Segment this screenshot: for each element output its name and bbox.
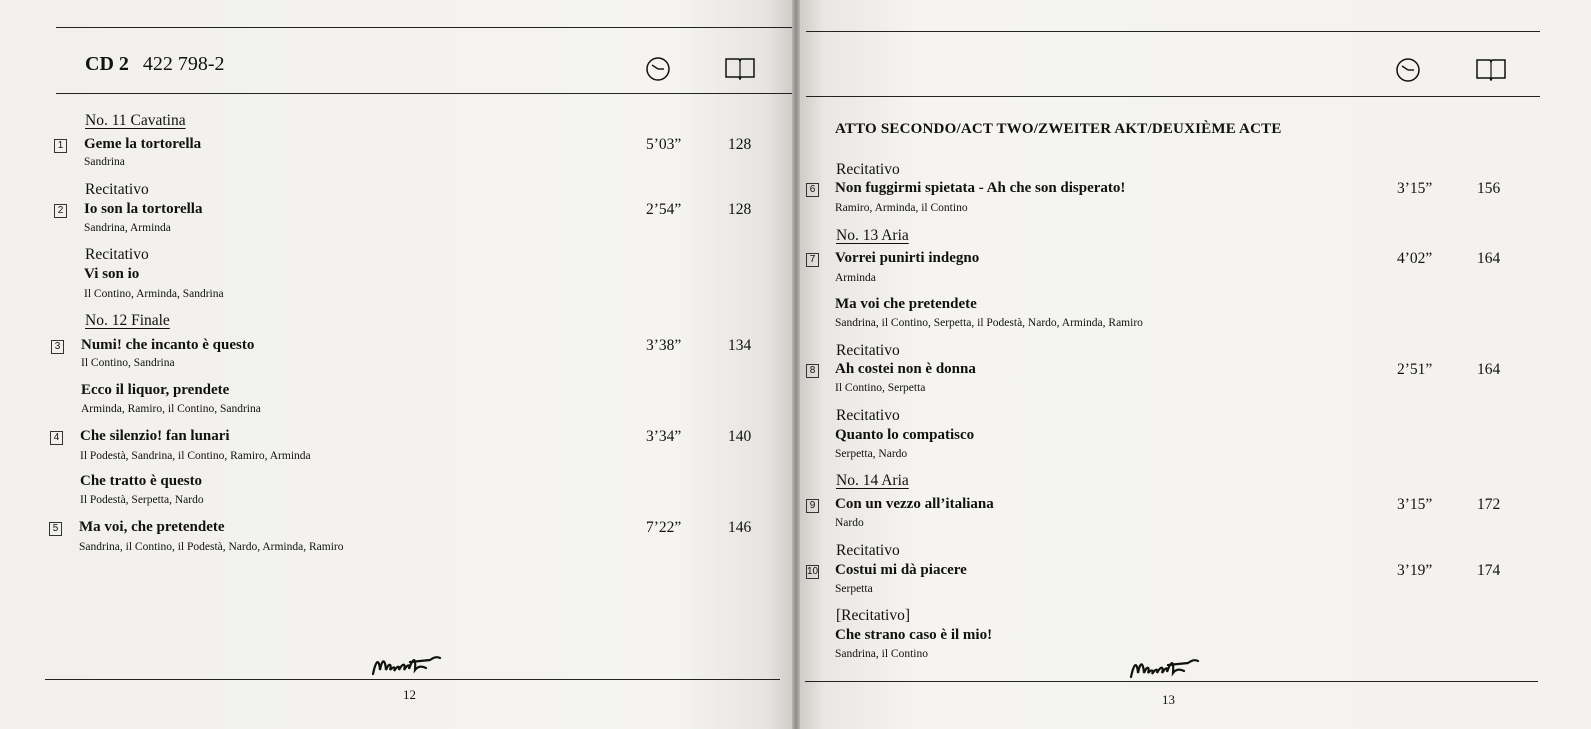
- libretto-page: 174: [1477, 562, 1501, 579]
- section-heading: No. 13 Aria: [836, 227, 909, 244]
- track-title: Vi son io: [84, 266, 140, 282]
- cast-list: Sandrina, il Contino, Serpetta, il Podestà, Nardo, Arminda, Ramiro: [835, 317, 1143, 329]
- track-number: 1: [54, 139, 67, 153]
- act-title: ATTO SECONDO/ACT TWO/ZWEITER AKT/DEUXIÈME ACTE: [835, 121, 1282, 137]
- catalog-number: 422 798-2: [142, 53, 225, 75]
- libretto-page: 128: [728, 201, 752, 218]
- header-rule: [56, 93, 792, 94]
- libretto-page: 156: [1477, 180, 1501, 197]
- cast-list: Sandrina, Arminda: [84, 222, 171, 234]
- track-duration: 3’38”: [646, 337, 682, 354]
- libretto-page: 146: [728, 519, 752, 536]
- cast-list: Serpetta, Nardo: [835, 448, 908, 460]
- page-number: 13: [1162, 692, 1175, 707]
- track-title: Ecco il liquor, prendete: [81, 382, 230, 398]
- track-duration: 3’15”: [1397, 180, 1433, 197]
- libretto-page: 164: [1477, 361, 1501, 378]
- track-duration: 2’51”: [1397, 361, 1433, 378]
- track-duration: 3’15”: [1397, 496, 1433, 513]
- cast-list: Arminda: [835, 272, 876, 284]
- cast-list: Arminda, Ramiro, il Contino, Sandrina: [81, 403, 261, 415]
- top-rule: [806, 31, 1540, 32]
- libretto-page: 140: [728, 428, 752, 445]
- track-number: 8: [806, 364, 819, 378]
- section-label: Recitativo: [836, 407, 900, 424]
- cast-list: Ramiro, Arminda, il Contino: [835, 202, 968, 214]
- track-duration: 2’54”: [646, 201, 682, 218]
- track-number: 9: [806, 499, 819, 513]
- cast-list: Il Contino, Serpetta: [835, 382, 926, 394]
- track-title: Con un vezzo all’italiana: [835, 496, 994, 512]
- track-title: Non fuggirmi spietata - Ah che son disperato!: [835, 180, 1126, 196]
- section-label: [Recitativo]: [836, 607, 911, 624]
- cast-list: Sandrina, il Contino, il Podestà, Nardo, Arminda, Ramiro: [79, 541, 344, 553]
- section-label: Recitativo: [85, 181, 149, 198]
- track-number: 7: [806, 253, 819, 267]
- section-heading: No. 12 Finale: [85, 312, 170, 329]
- book-icon: [1475, 57, 1507, 81]
- track-title: Che silenzio! fan lunari: [80, 428, 230, 444]
- track-title: Che strano caso è il mio!: [835, 627, 993, 643]
- libretto-page: 128: [728, 136, 752, 153]
- clock-icon: [645, 56, 671, 82]
- mozart-signature: [370, 650, 456, 682]
- track-title: Quanto lo compatisco: [835, 427, 975, 443]
- cast-list: Il Podestà, Sandrina, il Contino, Ramiro, Arminda: [80, 450, 311, 462]
- right-page: [800, 0, 1591, 729]
- clock-icon: [1395, 57, 1421, 83]
- track-title: Costui mi dà piacere: [835, 562, 967, 578]
- book-icon: [724, 56, 756, 80]
- track-title: Vorrei punirti indegno: [835, 250, 980, 266]
- mozart-signature: [1128, 653, 1214, 685]
- section-label: Recitativo: [85, 246, 149, 263]
- cast-list: Serpetta: [835, 583, 873, 595]
- track-duration: 3’34”: [646, 428, 682, 445]
- track-title: Che tratto è questo: [80, 473, 203, 489]
- track-duration: 5’03”: [646, 136, 682, 153]
- top-rule: [56, 27, 792, 28]
- track-number: 10: [807, 566, 819, 577]
- track-number: 4: [50, 431, 63, 445]
- track-title: Ma voi che pretendete: [835, 296, 977, 312]
- cast-list: Il Contino, Arminda, Sandrina: [84, 288, 224, 300]
- track-title: Geme la tortorella: [84, 136, 202, 152]
- section-label: Recitativo: [836, 542, 900, 559]
- track-title: Ma voi, che pretendete: [79, 519, 225, 535]
- book-gutter: [792, 0, 800, 729]
- left-page: [0, 0, 792, 729]
- track-title: Numi! che incanto è questo: [81, 337, 255, 353]
- header-rule: [806, 96, 1540, 97]
- page-number: 12: [403, 687, 416, 702]
- track-number: 2: [54, 204, 67, 218]
- section-heading: No. 11 Cavatina: [85, 112, 186, 129]
- track-title: Ah costei non è donna: [835, 361, 976, 377]
- libretto-page: 164: [1477, 250, 1501, 267]
- cast-list: Sandrina: [84, 156, 125, 168]
- track-title: Io son la tortorella: [84, 201, 203, 217]
- libretto-page: 134: [728, 337, 752, 354]
- cast-list: Nardo: [835, 517, 864, 529]
- cast-list: Sandrina, il Contino: [835, 648, 928, 660]
- section-label: Recitativo: [836, 342, 900, 359]
- track-number: 3: [51, 340, 64, 354]
- track-duration: 3’19”: [1397, 562, 1433, 579]
- track-duration: 7’22”: [646, 519, 682, 536]
- section-heading: No. 14 Aria: [836, 472, 909, 489]
- libretto-page: 172: [1477, 496, 1501, 513]
- section-label: Recitativo: [836, 161, 900, 178]
- cast-list: Il Contino, Sandrina: [81, 357, 175, 369]
- track-duration: 4’02”: [1397, 250, 1433, 267]
- cd-header: [85, 53, 225, 76]
- track-number: 5: [49, 522, 62, 536]
- track-number: 6: [806, 183, 819, 197]
- cast-list: Il Podestà, Serpetta, Nardo: [80, 494, 204, 506]
- cd-label: CD 2: [85, 53, 129, 75]
